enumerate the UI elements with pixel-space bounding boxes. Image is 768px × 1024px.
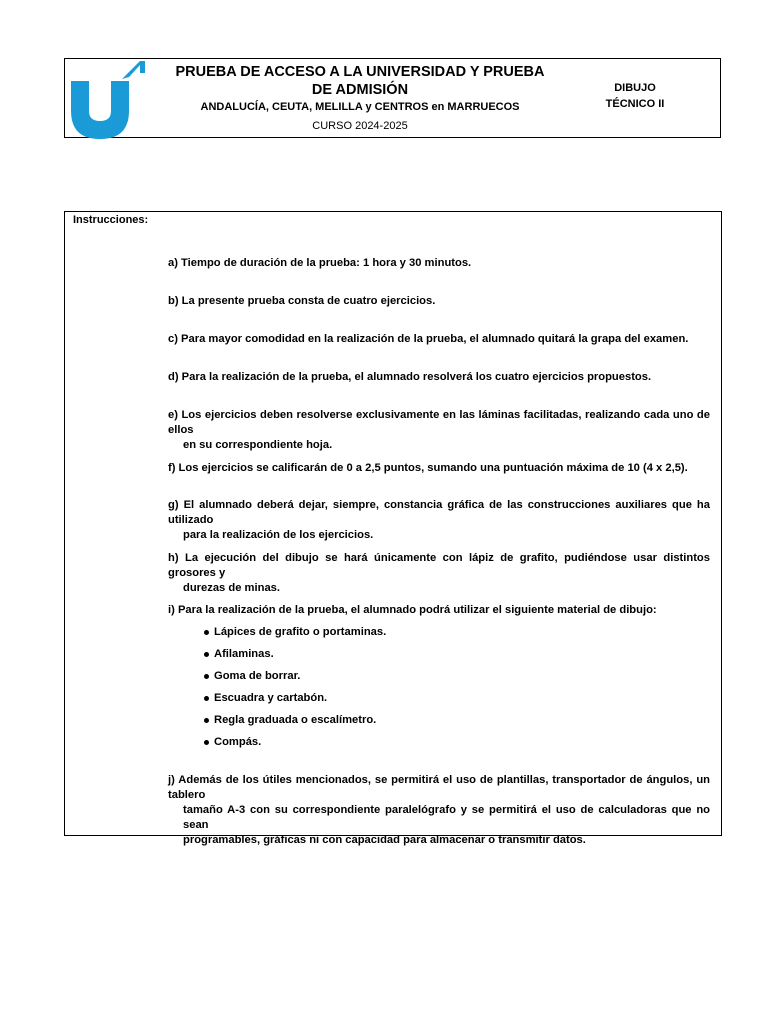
list-item: Escuadra y cartabón. [204,691,504,713]
exam-header [64,58,721,138]
subject-line-2: TÉCNICO II [605,98,665,110]
list-item: Lápices de grafito o portaminas. [204,625,504,647]
instruction-e-line2: en su correspondiente hoja. [183,439,333,451]
instruction-e [168,408,710,453]
university-logo-icon [69,59,145,139]
exam-course: CURSO 2024-2025 [312,120,408,132]
instructions-box [64,211,722,846]
bullet-icon [204,674,209,679]
instruction-c: c) Para mayor comodidad en la realización de la prueba, el alumnado quitará la grapa del examen. [168,333,689,345]
list-item: Goma de borrar. [204,669,504,691]
list-item: Regla graduada o escalímetro. [204,713,504,735]
instruction-f: f) Los ejercicios se calificarán de 0 a 2,5 puntos, sumando una puntuación máxima de 10 (4 x 2,5). [168,462,688,474]
materials-list [204,625,504,757]
instruction-g-line1: g) El alumnado deberá dejar, siempre, constancia gráfica de las construcciones auxiliares que ha utilizado [168,499,710,526]
instruction-b: b) La presente prueba consta de cuatro ejercicios. [168,295,436,307]
instruction-g-line2: para la realización de los ejercicios. [183,529,374,541]
instruction-j [168,773,710,848]
instruction-a: a) Tiempo de duración de la prueba: 1 hora y 30 minutos. [168,257,472,269]
exam-region: ANDALUCÍA, CEUTA, MELILLA y CENTROS en MARRUECOS [200,101,520,113]
instructions-heading: Instrucciones: [73,214,149,226]
subject-line-1: DIBUJO [614,82,656,94]
bullet-icon [204,696,209,701]
bullet-icon [204,652,209,657]
instruction-i: i) Para la realización de la prueba, el alumnado podrá utilizar el siguiente material de dibujo: [168,604,657,616]
list-item: Compás. [204,735,504,757]
instruction-e-line1: e) Los ejercicios deben resolverse exclusivamente en las láminas facilitadas, realizando cada uno de ellos [168,409,710,436]
instruction-j-line3: programables, gráficas ni con capacidad para almacenar o transmitir datos. [183,834,586,846]
bullet-icon [204,630,209,635]
instruction-h-line2: durezas de minas. [183,582,280,594]
instruction-j-line1: j) Además de los útiles mencionados, se permitirá el uso de plantillas, transportador de ángulos, un tablero [168,774,710,801]
instruction-d: d) Para la realización de la prueba, el alumnado resolverá los cuatro ejercicios propuestos. [168,371,652,383]
instruction-j-line2: tamaño A-3 con su correspondiente paralelógrafo y se permitirá el uso de calculadoras que no sean [183,804,710,831]
exam-title: PRUEBA DE ACCESO A LA UNIVERSIDAD Y PRUEBA DE ADMISIÓN [175,64,545,98]
list-item: Afilaminas. [204,647,504,669]
instruction-g [168,498,710,543]
bullet-icon [204,718,209,723]
exam-subject [585,80,685,112]
instruction-h [168,551,710,596]
instruction-h-line1: h) La ejecución del dibujo se hará únicamente con lápiz de grafito, pudiéndose usar distintos grosores y [168,552,710,579]
bullet-icon [204,740,209,745]
